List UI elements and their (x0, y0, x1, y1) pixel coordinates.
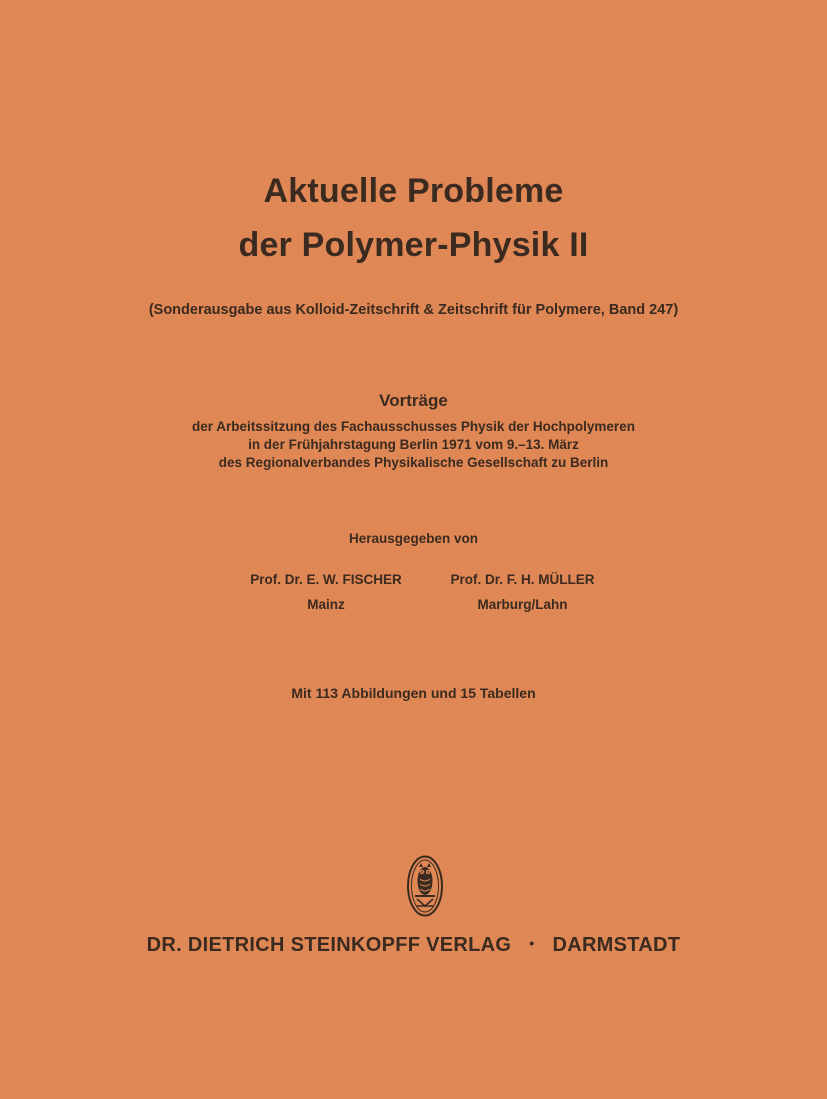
editors-heading: Herausgegeben von (348, 531, 479, 546)
publisher-line (0, 934, 827, 957)
editor-name: Prof. Dr. E. W. FISCHER (250, 572, 402, 587)
title-line-2: der Polymer-Physik II (238, 226, 589, 264)
publisher-name: DR. DIETRICH STEINKOPFF VERLAG (146, 934, 512, 956)
owl-publisher-logo-icon (406, 855, 444, 917)
lecture-line: der Arbeitssitzung des Fachausschusses Physik der Hochpolymeren (192, 419, 635, 434)
lecture-line: in der Frühjahrstagung Berlin 1971 vom 9.–13. März (248, 437, 579, 452)
lectures-heading: Vorträge (379, 391, 448, 410)
publisher-city: DARMSTADT (552, 934, 681, 956)
figures-note: Mit 113 Abbildungen und 15 Tabellen (291, 685, 536, 701)
lecture-line: des Regionalverbandes Physikalische Gesellschaft zu Berlin (218, 455, 609, 470)
subtitle: (Sonderausgabe aus Kolloid-Zeitschrift & Zeitschrift für Polymere, Band 247) (148, 302, 679, 318)
editor-city: Marburg/Lahn (477, 597, 568, 612)
title-line-1: Aktuelle Probleme (263, 172, 564, 210)
editor-name: Prof. Dr. F. H. MÜLLER (450, 572, 595, 587)
publisher-separator: • (529, 935, 535, 951)
editor-city: Mainz (307, 597, 345, 612)
